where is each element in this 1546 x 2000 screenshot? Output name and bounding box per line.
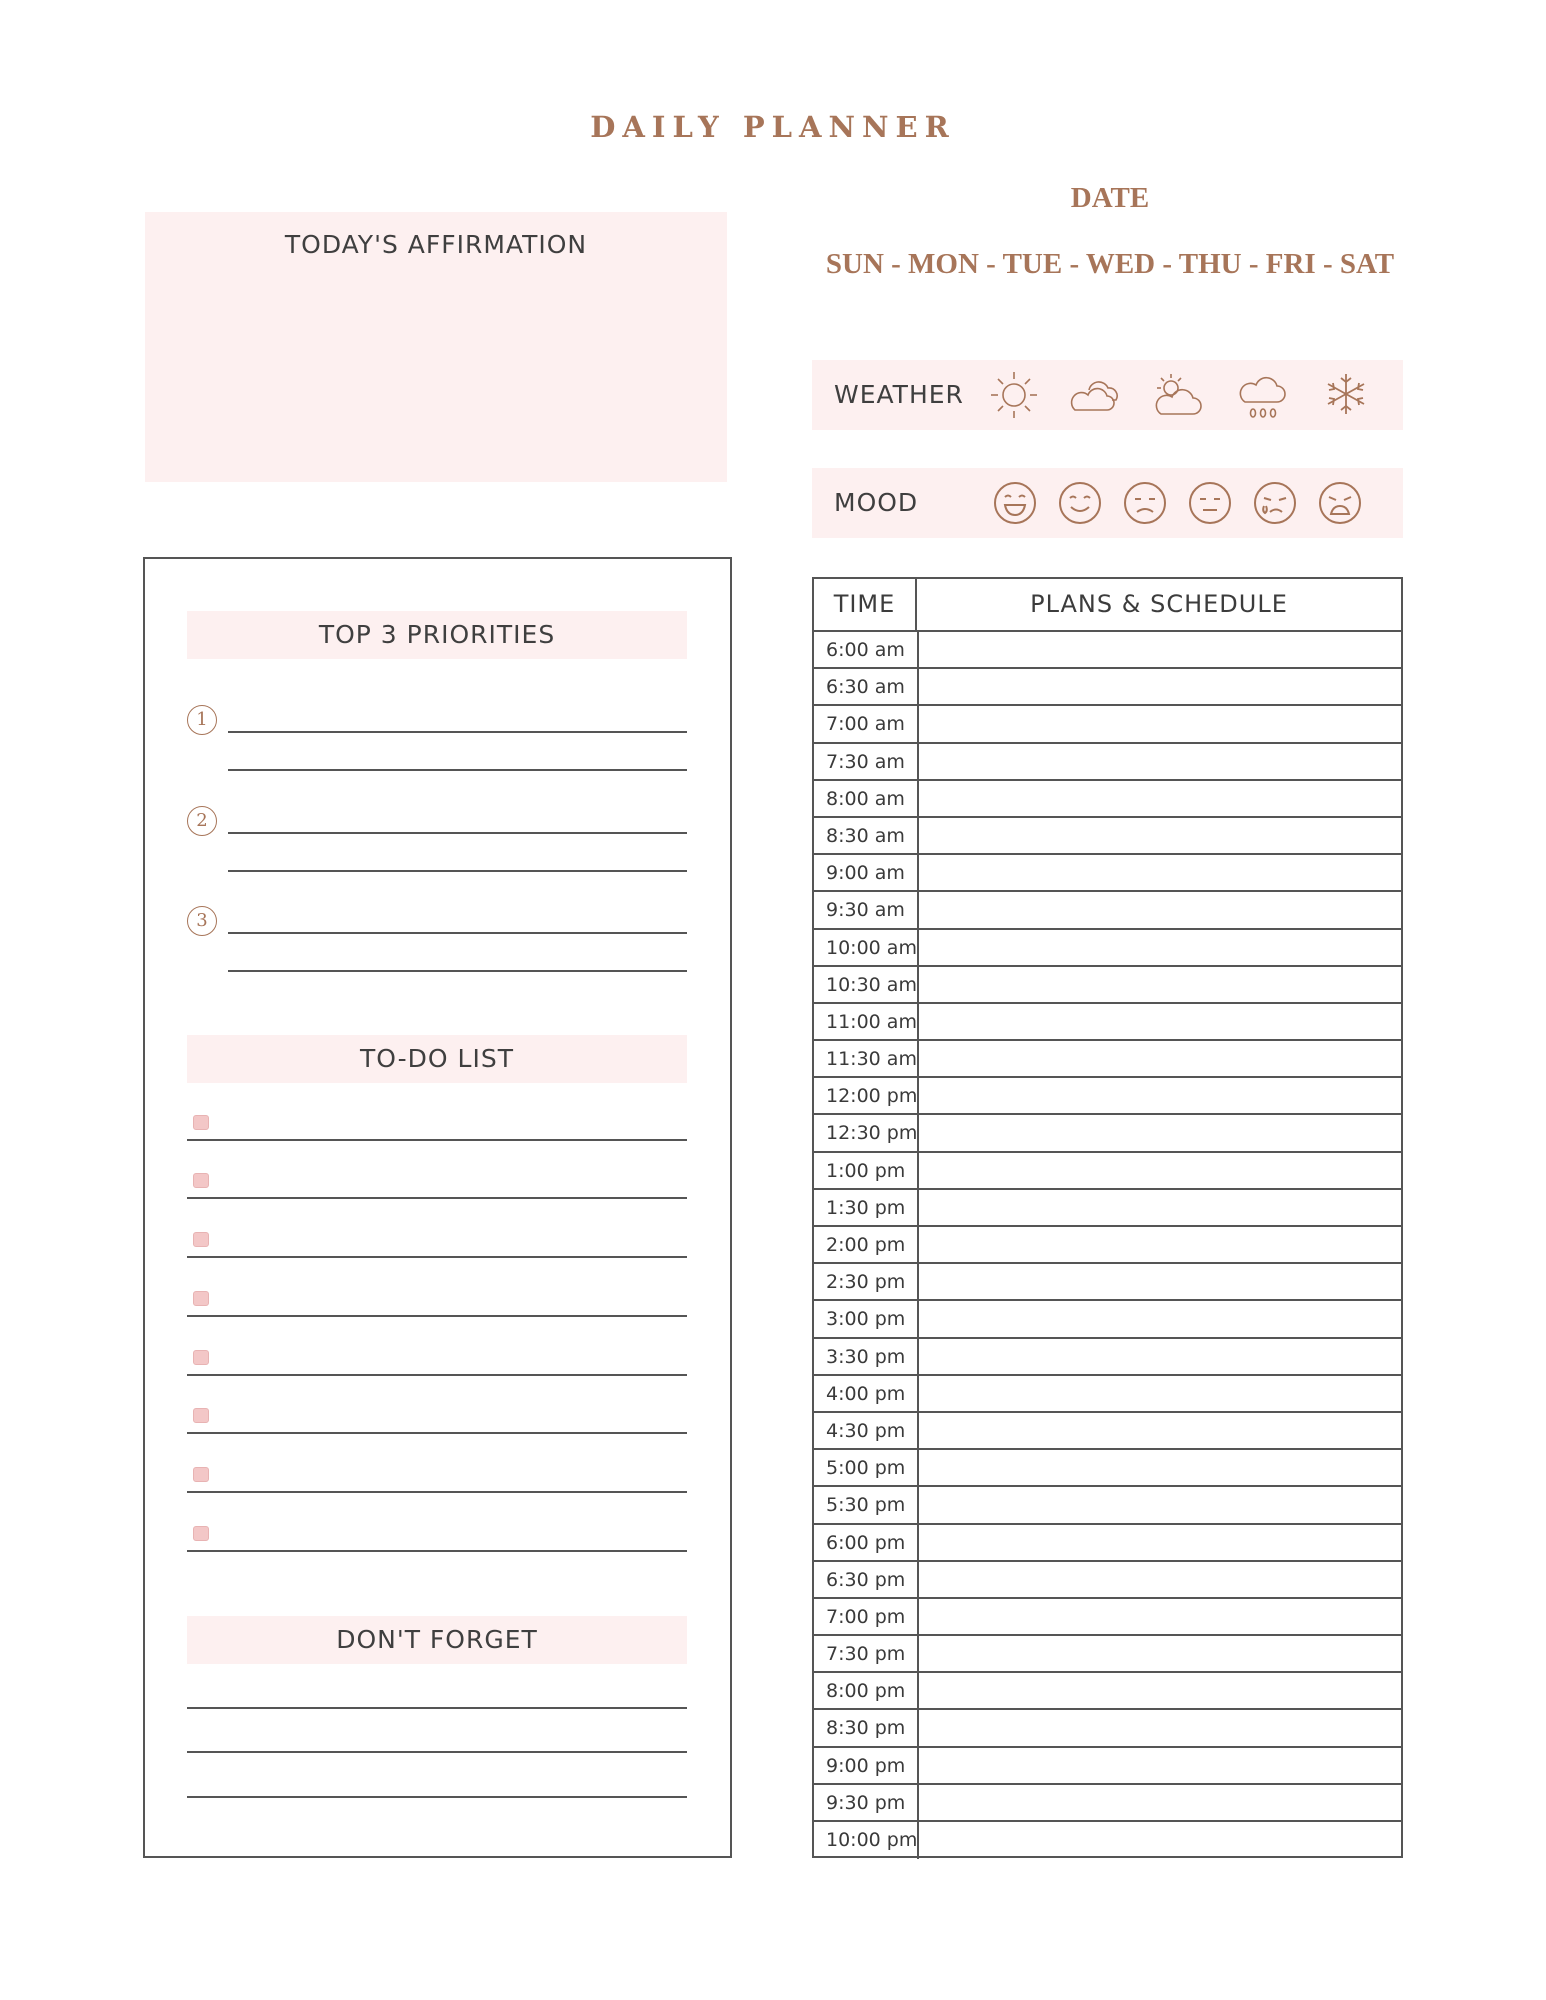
priority-1-line-a[interactable]	[228, 731, 687, 733]
todo-line[interactable]	[187, 1256, 687, 1258]
priority-1-line-b[interactable]	[228, 769, 687, 771]
schedule-row[interactable]	[814, 1115, 1401, 1152]
time-slot: 7:30 am	[814, 744, 919, 779]
mood-band	[812, 468, 1403, 538]
day-of-week-selector: SUN - MON - TUE - WED - THU - FRI - SAT	[825, 248, 1395, 280]
laughing-face-icon[interactable]	[990, 476, 1040, 530]
dont-forget-title: DON'T FORGET	[187, 1616, 687, 1664]
schedule-row[interactable]	[814, 1450, 1401, 1487]
time-header: TIME	[814, 579, 917, 630]
time-slot: 12:00 pm	[814, 1078, 919, 1113]
affirmation-title: TODAY'S AFFIRMATION	[284, 230, 588, 259]
priority-2-line-a[interactable]	[228, 832, 687, 834]
schedule-row[interactable]	[814, 930, 1401, 967]
schedule-row[interactable]	[814, 1190, 1401, 1227]
schedule-row[interactable]	[814, 1599, 1401, 1636]
schedule-row[interactable]	[814, 818, 1401, 855]
todo-line[interactable]	[187, 1550, 687, 1552]
weather-band	[812, 360, 1403, 430]
todo-checkbox[interactable]	[193, 1408, 209, 1423]
smiling-face-icon[interactable]	[1055, 476, 1105, 530]
time-slot: 9:00 pm	[814, 1748, 919, 1783]
time-slot: 4:00 pm	[814, 1376, 919, 1411]
todo-line[interactable]	[187, 1374, 687, 1376]
schedule-row[interactable]	[814, 1487, 1401, 1524]
time-slot: 8:30 am	[814, 818, 919, 853]
affirmation-box[interactable]	[145, 212, 727, 482]
dont-forget-line[interactable]	[187, 1707, 687, 1709]
schedule-row[interactable]	[814, 1153, 1401, 1190]
cloudy-icon[interactable]	[1065, 368, 1125, 422]
schedule-row[interactable]	[814, 1748, 1401, 1785]
todo-checkbox[interactable]	[193, 1232, 209, 1247]
time-slot: 6:00 am	[814, 632, 919, 667]
priorities-title: TOP 3 PRIORITIES	[187, 611, 687, 659]
time-slot: 8:30 pm	[814, 1710, 919, 1745]
schedule-header	[814, 579, 1401, 632]
time-slot: 9:30 pm	[814, 1785, 919, 1820]
schedule-row[interactable]	[814, 1525, 1401, 1562]
schedule-row[interactable]	[814, 1339, 1401, 1376]
schedule-row[interactable]	[814, 632, 1401, 669]
time-slot: 2:00 pm	[814, 1227, 919, 1262]
todo-checkbox[interactable]	[193, 1350, 209, 1365]
dont-forget-line[interactable]	[187, 1751, 687, 1753]
snowflake-icon[interactable]	[1319, 368, 1373, 422]
schedule-row[interactable]	[814, 1822, 1401, 1859]
time-slot: 5:00 pm	[814, 1450, 919, 1485]
time-slot: 12:30 pm	[814, 1115, 919, 1150]
time-slot: 7:00 am	[814, 706, 919, 741]
time-slot: 3:30 pm	[814, 1339, 919, 1374]
sad-face-icon[interactable]	[1120, 476, 1170, 530]
schedule-row[interactable]	[814, 967, 1401, 1004]
time-slot: 3:00 pm	[814, 1301, 919, 1336]
dont-forget-line[interactable]	[187, 1796, 687, 1798]
time-slot: 10:00 pm	[814, 1822, 919, 1859]
schedule-row[interactable]	[814, 1413, 1401, 1450]
time-slot: 1:00 pm	[814, 1153, 919, 1188]
schedule-row[interactable]	[814, 855, 1401, 892]
schedule-row[interactable]	[814, 1227, 1401, 1264]
schedule-row[interactable]	[814, 1376, 1401, 1413]
schedule-row[interactable]	[814, 1562, 1401, 1599]
schedule-row[interactable]	[814, 1041, 1401, 1078]
time-slot: 8:00 am	[814, 781, 919, 816]
time-slot: 9:30 am	[814, 892, 919, 927]
priority-3-line-a[interactable]	[228, 932, 687, 934]
time-slot: 5:30 pm	[814, 1487, 919, 1522]
todo-title: TO-DO LIST	[187, 1035, 687, 1083]
time-slot: 7:30 pm	[814, 1636, 919, 1671]
date-label: DATE	[1070, 182, 1150, 214]
schedule-row[interactable]	[814, 669, 1401, 706]
todo-line[interactable]	[187, 1432, 687, 1434]
schedule-row[interactable]	[814, 892, 1401, 929]
todo-checkbox[interactable]	[193, 1173, 209, 1188]
time-slot: 4:30 pm	[814, 1413, 919, 1448]
priority-2-line-b[interactable]	[228, 870, 687, 872]
time-slot: 7:00 pm	[814, 1599, 919, 1634]
time-slot: 1:30 pm	[814, 1190, 919, 1225]
schedule-row[interactable]	[814, 1636, 1401, 1673]
schedule-row[interactable]	[814, 1785, 1401, 1822]
plans-header: PLANS & SCHEDULE	[1030, 590, 1288, 618]
priority-number-1: 1	[187, 705, 217, 735]
time-slot: 6:00 pm	[814, 1525, 919, 1560]
time-slot: 11:00 am	[814, 1004, 919, 1039]
page-title: DAILY PLANNER	[590, 110, 956, 144]
todo-checkbox[interactable]	[193, 1291, 209, 1306]
time-slot: 9:00 am	[814, 855, 919, 890]
angry-face-icon[interactable]	[1315, 476, 1365, 530]
todo-line[interactable]	[187, 1315, 687, 1317]
schedule-row[interactable]	[814, 1004, 1401, 1041]
todo-line[interactable]	[187, 1491, 687, 1493]
time-slot: 10:30 am	[814, 967, 919, 1002]
time-slot: 2:30 pm	[814, 1264, 919, 1299]
crying-face-icon[interactable]	[1250, 476, 1300, 530]
partly-cloudy-icon[interactable]	[1149, 368, 1209, 422]
time-slot: 10:00 am	[814, 930, 919, 965]
schedule-row[interactable]	[814, 1078, 1401, 1115]
mood-label: MOOD	[834, 488, 919, 517]
priority-number-2: 2	[187, 806, 217, 836]
left-panel	[143, 557, 732, 1858]
time-slot: 6:30 am	[814, 669, 919, 704]
todo-checkbox[interactable]	[193, 1115, 209, 1130]
todo-checkbox[interactable]	[193, 1467, 209, 1482]
schedule-body	[814, 632, 1401, 1859]
todo-checkbox[interactable]	[193, 1526, 209, 1541]
time-slot: 6:30 pm	[814, 1562, 919, 1597]
rain-icon[interactable]	[1233, 368, 1293, 422]
schedule-row[interactable]	[814, 744, 1401, 781]
schedule-row[interactable]	[814, 1264, 1401, 1301]
schedule-row[interactable]	[814, 706, 1401, 743]
sun-icon[interactable]	[987, 368, 1041, 422]
priority-3-line-b[interactable]	[228, 970, 687, 972]
neutral-face-icon[interactable]	[1185, 476, 1235, 530]
schedule-row[interactable]	[814, 1673, 1401, 1710]
schedule-row[interactable]	[814, 781, 1401, 818]
time-slot: 11:30 am	[814, 1041, 919, 1076]
todo-line[interactable]	[187, 1139, 687, 1141]
time-slot: 8:00 pm	[814, 1673, 919, 1708]
priority-number-3: 3	[187, 906, 217, 936]
schedule-row[interactable]	[814, 1710, 1401, 1747]
schedule-row[interactable]	[814, 1301, 1401, 1338]
weather-label: WEATHER	[834, 380, 964, 409]
todo-line[interactable]	[187, 1197, 687, 1199]
schedule-table	[812, 577, 1403, 1858]
